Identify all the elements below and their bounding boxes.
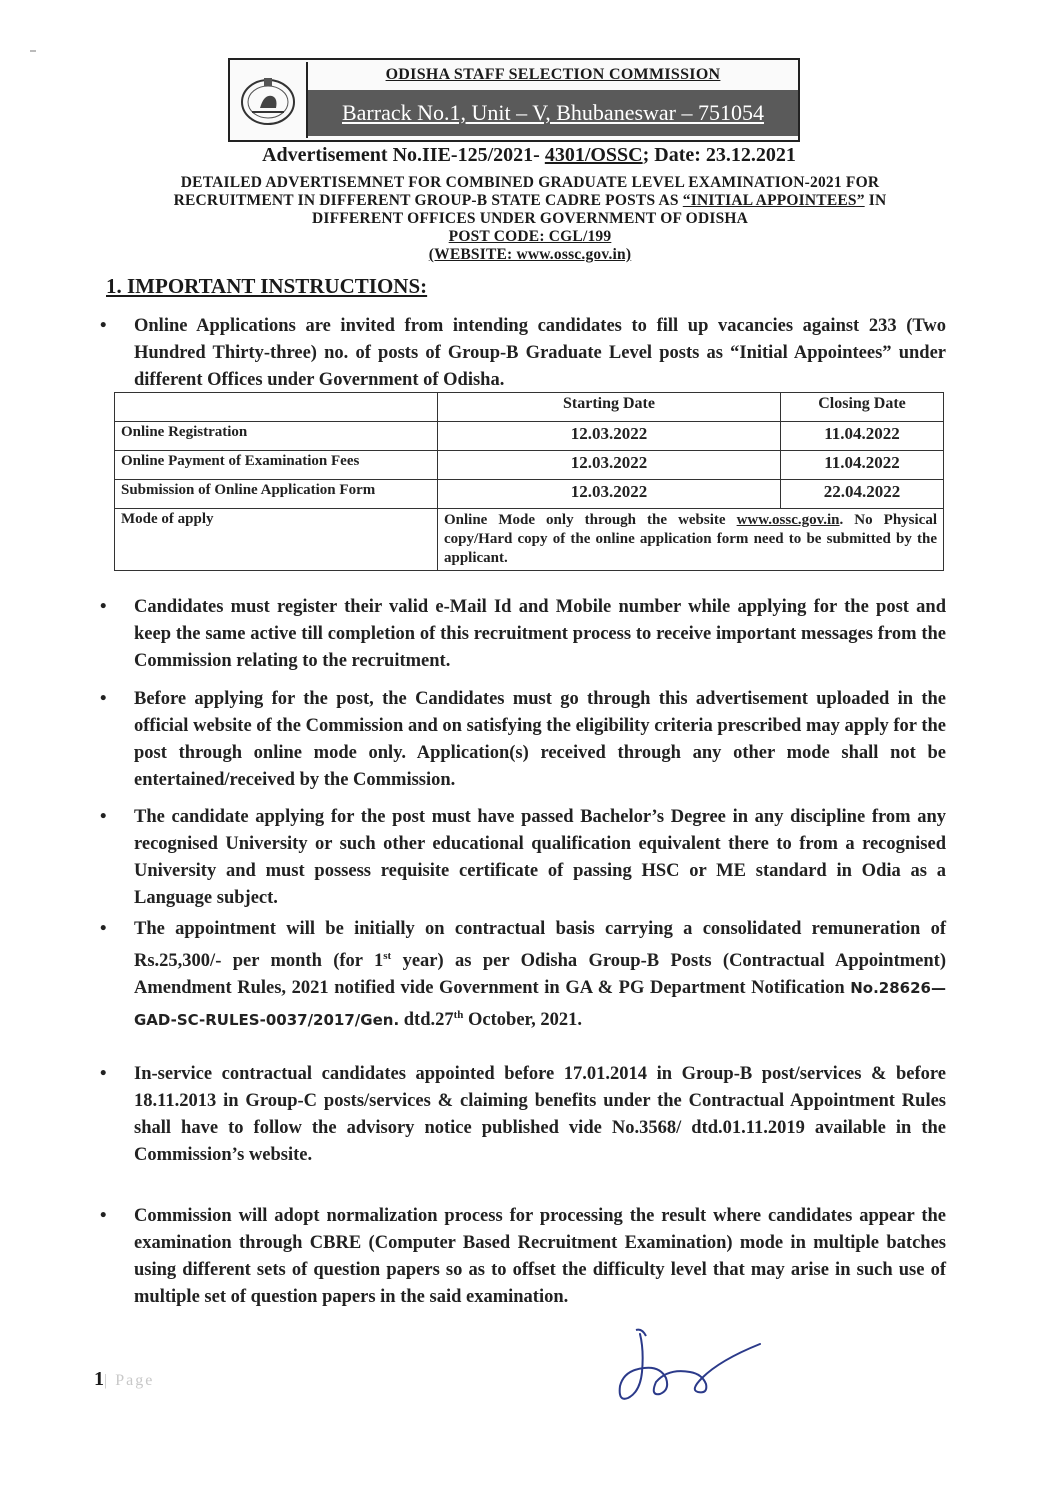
b4-sup-2: th <box>453 1009 464 1022</box>
bullet-advertisement <box>100 686 946 794</box>
bullet-email <box>100 594 946 675</box>
title-line-3: DIFFERENT OFFICES UNDER GOVERNMENT OF ODISHA <box>311 210 749 227</box>
bullet-icon: • <box>100 597 107 617</box>
bullet-eligibility <box>100 804 946 912</box>
section-heading: 1. IMPORTANT INSTRUCTIONS: <box>106 274 428 298</box>
title-line-2-underlined: “INITIAL APPOINTEES” <box>682 192 865 209</box>
post-code: POST CODE: CGL/199 <box>448 228 612 245</box>
table-row <box>115 480 944 509</box>
close-date: 11.04.2022 <box>781 451 944 480</box>
website-link[interactable]: www.ossc.gov.in <box>736 512 840 528</box>
bullet-icon: • <box>100 1064 107 1084</box>
schedule-table <box>114 392 944 571</box>
table-row <box>115 451 944 480</box>
title-line-2 <box>80 192 980 210</box>
bullet-icon: • <box>100 316 107 336</box>
bullet-text: Candidates must register their valid e-Mail Id and Mobile number while applying for the post and keep the same active till completion of this recruitment process to receive important messages from the Commission relating to the recruitment. <box>134 597 946 671</box>
table-row <box>115 422 944 451</box>
letterhead <box>228 58 800 142</box>
start-date: 12.03.2022 <box>438 480 781 509</box>
bullet-text: Online Applications are invited from intending candidates to fill up vacancies against 233 (Two Hundred Thirty-three) no. of posts of Group-B Graduate Level posts as “Initial Appointees” under different Offices under Government of Odisha. <box>134 316 946 390</box>
notification-number: No.28626—GAD-SC-RULES-0037/2017/Gen. <box>134 979 946 1030</box>
b4-part-d: October, 2021. <box>463 1010 582 1031</box>
adv-number: 4301/OSSC <box>544 144 643 166</box>
bullet-text <box>134 916 946 1034</box>
table-corner-cell <box>115 393 438 422</box>
adv-prefix: Advertisement No.IIE-125/2021- <box>262 144 545 166</box>
bullet-text: In-service contractual candidates appointed before 17.01.2014 in Group-B post/services & before 18.11.2013 in Group-C posts/services & claiming benefits under the Contractual Appointment Rules shall have to follow the advisory notice published vide No.3568/ dtd.01.11.2019 available in the Commission’s website. <box>134 1064 946 1165</box>
website-line: (WEBSITE: www.ossc.gov.in) <box>428 246 632 263</box>
mode-text-pre: Online Mode only through the website <box>444 512 737 528</box>
title-line-1: DETAILED ADVERTISEMNET FOR COMBINED GRADUATE LEVEL EXAMINATION-2021 FOR <box>180 174 880 191</box>
b4-part-b: year) as per Odisha Group-B Posts (Contractual Appointment) Amendment Rules, 2021 notified vide Government in GA & PG Department Notification <box>134 951 946 999</box>
close-date: 11.04.2022 <box>781 422 944 451</box>
col-close-header: Closing Date <box>781 393 944 422</box>
bullet-text: Commission will adopt normalization process for processing the result where candidates appear the examination through CBRE (Computer Based Recruitment Examination) mode in multiple batches using different sets of question papers so as to offset the difficulty level that may arise in such use of multiple set of question papers in the said examination. <box>134 1206 946 1307</box>
bullet-text: Before applying for the post, the Candidates must go through this advertisement uploaded in the official website of the Commission and on satisfying the eligibility criteria prescribed may apply for the post through online mode only. Application(s) received through any other mode shall not be entertained/received by the Commission. <box>134 689 946 790</box>
org-name: ODISHA STAFF SELECTION COMMISSION <box>385 66 721 83</box>
signature-icon <box>610 1320 770 1435</box>
b4-part-c: dtd.27 <box>399 1010 454 1031</box>
page-number: 1 <box>94 1368 104 1390</box>
table-header-row <box>115 393 944 422</box>
adv-date: ; Date: 23.12.2021 <box>642 144 796 166</box>
org-address: Barrack No.1, Unit – V, Bhubaneswar – 751054 <box>308 90 798 136</box>
row-label: Online Payment of Examination Fees <box>115 451 438 480</box>
bullet-text: The candidate applying for the post must have passed Bachelor’s Degree in any discipline from any recognised University or such other educational qualification equivalent there to from a recognised University and must possess requisite certificate of passing HSC or ME standard in Odia as a Language subject. <box>134 807 946 908</box>
bullet-inservice <box>100 1061 946 1169</box>
odisha-emblem-icon <box>230 62 308 138</box>
bullet-icon: • <box>100 919 107 939</box>
title-line-2-pre: RECRUITMENT IN DIFFERENT GROUP-B STATE CADRE POSTS AS <box>173 192 683 209</box>
col-start-header: Starting Date <box>438 393 781 422</box>
advertisement-number <box>0 144 1058 167</box>
mode-description <box>438 509 944 571</box>
b4-part-a: The appointment will be initially on contractual basis carrying a consolidated remuneration of Rs.25,300/- per month (for 1 <box>134 919 946 972</box>
start-date: 12.03.2022 <box>438 422 781 451</box>
start-date: 12.03.2022 <box>438 451 781 480</box>
page-word: | Page <box>104 1372 155 1389</box>
title-line-2-post: IN <box>864 192 887 209</box>
page-footer <box>94 1368 154 1391</box>
row-label: Submission of Online Application Form <box>115 480 438 509</box>
advertisement-title <box>80 174 980 264</box>
bullet-appointment <box>100 916 946 1034</box>
bullet-icon: • <box>100 807 107 827</box>
table-row <box>115 509 944 571</box>
bullet-icon: • <box>100 1206 107 1226</box>
b4-sup-1: st <box>383 950 392 962</box>
bullet-intro <box>100 313 946 394</box>
mode-label: Mode of apply <box>115 509 438 571</box>
close-date: 22.04.2022 <box>781 480 944 509</box>
scan-mark <box>30 50 36 52</box>
mode-text-post: . No Physical copy/Hard copy of the online application form need to be submitted by the applicant. <box>444 512 938 566</box>
bullet-normalization <box>100 1203 946 1311</box>
row-label: Online Registration <box>115 422 438 451</box>
bullet-icon: • <box>100 689 107 709</box>
